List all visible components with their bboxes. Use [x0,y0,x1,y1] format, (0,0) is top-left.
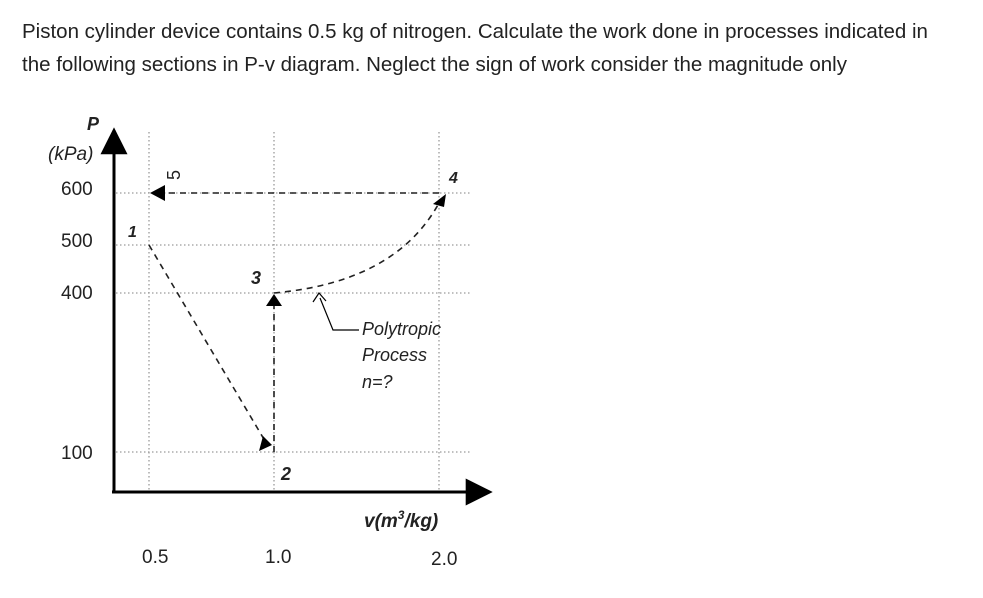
arrowhead-into-3 [266,294,282,306]
volume-tick-2-0: 2.0 [431,549,458,570]
callout-line-3: n=? [362,372,393,392]
callout-line-1: Polytropic [362,319,442,339]
arrowhead-into-5 [150,185,165,201]
pressure-tick-600: 600 [61,179,93,200]
callout-line-2: Process [362,345,428,365]
problem-line-2: the following sections in P-v diagram. Neglect the sign of work consider the magnitude only [22,53,847,76]
state-label-5: 5 [164,169,184,180]
volume-tick-1-0: 1.0 [265,547,292,568]
process-3-4 [274,203,439,293]
direction-arrows [150,185,446,451]
problem-line-1: Piston cylinder device contains 0.5 kg of nitrogen. Calculate the work done in processes indicated in [22,20,928,43]
y-axis-symbol: P [87,114,100,134]
volume-tick-0-5: 0.5 [142,547,169,568]
arrowhead-into-4 [433,194,446,207]
arrowhead-into-2 [259,436,272,451]
state-label-4: 4 [449,170,458,187]
state-label-2: 2 [281,464,292,484]
state-label-1: 1 [128,224,137,241]
polytropic-callout [313,293,441,392]
state-label-3: 3 [251,268,262,288]
callout-arrowhead [313,293,326,302]
pressure-tick-100: 100 [61,443,93,464]
callout-leader [320,298,359,330]
pressure-tick-400: 400 [61,283,93,304]
reference-gridlines [116,132,472,492]
y-axis-unit: (kPa) [48,144,94,165]
x-axis-label: $v(m^3/kg)$ [364,508,439,532]
pressure-tick-500: 500 [61,231,93,252]
